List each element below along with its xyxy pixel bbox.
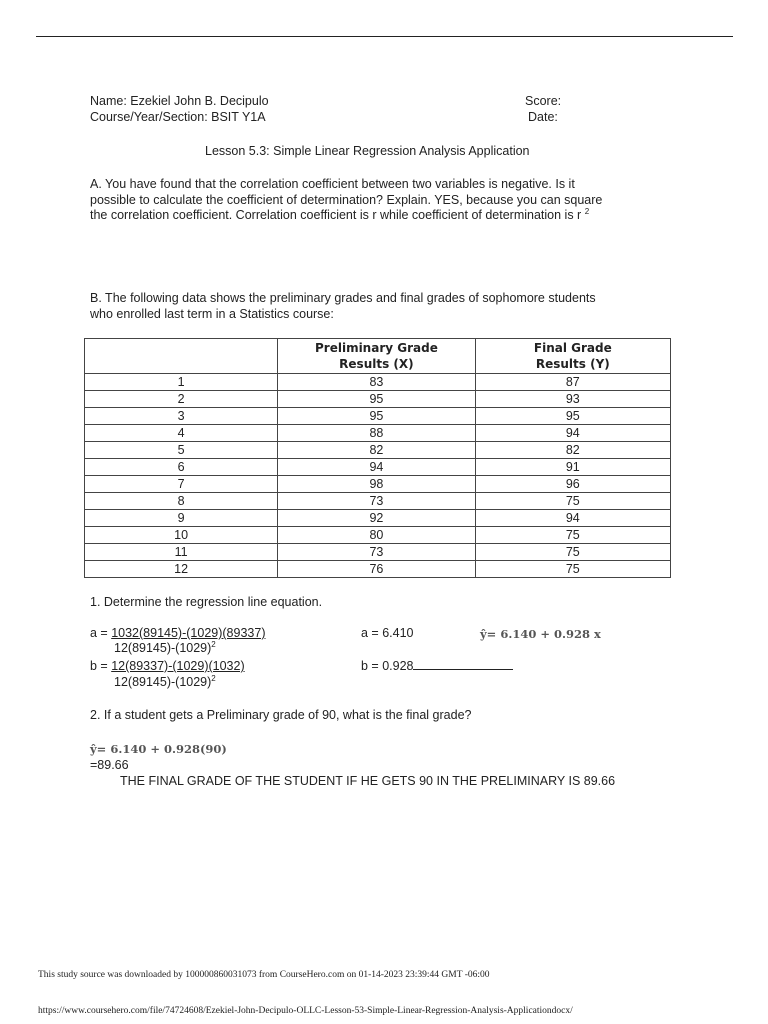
final-grade: 75 [475,561,670,578]
preliminary-grade: 76 [278,561,475,578]
preliminary-grade: 94 [278,459,475,476]
final-grade: 87 [475,374,670,391]
regression-equation: ŷ= 6.140 + 0.928 x [480,627,601,641]
b-value-text: b = 0.928 [361,659,414,673]
final-grade: 75 [475,544,670,561]
superscript: 2 [584,206,590,216]
b-denominator [114,675,216,689]
final-grade: 75 [475,493,670,510]
final-grade: 95 [475,408,670,425]
preliminary-grade: 95 [278,408,475,425]
table-row [85,527,671,544]
student-name: Name: Ezekiel John B. Decipulo [90,94,269,108]
source-url[interactable]: https://www.coursehero.com/file/74724608/Ezekiel-John-Decipulo-OLLC-Lesson-53-Simple-Linear-Regression-Analysis-Applicationdocx/ [38,1006,573,1016]
superscript: 2 [211,639,216,649]
answer-underline [413,659,513,670]
row-index: 2 [85,391,278,408]
table-row [85,425,671,442]
table-row [85,459,671,476]
preliminary-grade: 92 [278,510,475,527]
a-denominator [114,641,216,655]
preliminary-grade: 80 [278,527,475,544]
q2-equation: ŷ= 6.140 + 0.928(90) [90,742,227,756]
row-index: 8 [85,493,278,510]
row-index: 4 [85,425,278,442]
final-grade: 82 [475,442,670,459]
table-row [85,374,671,391]
header-text: Results (X) [339,357,414,371]
row-index: 10 [85,527,278,544]
preliminary-grade: 88 [278,425,475,442]
part-b-intro [90,291,690,322]
top-divider [36,36,733,37]
table-row [85,391,671,408]
table-row [85,408,671,425]
table-header-row [85,339,671,374]
b-denominator-text: 12(89145)-(1029) [114,675,212,689]
grades-table [84,338,671,578]
date-label: Date: [528,110,558,124]
preliminary-grade: 73 [278,544,475,561]
row-index: 7 [85,476,278,493]
table-row [85,493,671,510]
b-formula [90,659,245,673]
table-row [85,561,671,578]
a-numerator: 1032(89145)-(1029)(89337) [111,626,266,640]
row-index: 5 [85,442,278,459]
row-index: 3 [85,408,278,425]
q2-prompt: 2. If a student gets a Preliminary grade of 90, what is the final grade? [90,708,472,722]
header-text: Final Grade [533,341,612,355]
part-a-line: possible to calculate the coefficient of determination? Explain. YES, because you can square [90,192,603,207]
header-preliminary [278,339,475,374]
q2-result: =89.66 [90,758,129,772]
course-section: Course/Year/Section: BSIT Y1A [90,110,266,124]
preliminary-grade: 95 [278,391,475,408]
preliminary-grade: 73 [278,493,475,510]
row-index: 9 [85,510,278,527]
source-note: This study source was downloaded by 100000860031073 from CourseHero.com on 01-14-2023 23:39:44 GMT -06:00 [38,970,490,980]
a-value: a = 6.410 [361,626,414,640]
b-numerator: 12(89337)-(1029)(1032) [111,659,245,673]
row-index: 11 [85,544,278,561]
table-row [85,510,671,527]
final-grade: 96 [475,476,670,493]
a-denominator-text: 12(89145)-(1029) [114,641,212,655]
lesson-title: Lesson 5.3: Simple Linear Regression Analysis Application [205,144,530,158]
row-index: 1 [85,374,278,391]
final-grade: 94 [475,510,670,527]
table-row [85,544,671,561]
q1-prompt: 1. Determine the regression line equation. [90,595,323,609]
preliminary-grade: 98 [278,476,475,493]
part-b-line: who enrolled last term in a Statistics course: [90,306,334,321]
a-formula [90,626,265,640]
header-text: Results (Y) [535,357,610,371]
final-grade: 94 [475,425,670,442]
table-row [85,442,671,459]
header-final [475,339,670,374]
a-prefix: a = [90,626,112,640]
score-label: Score: [525,94,562,108]
header-index [85,339,278,374]
b-value [361,659,513,673]
b-prefix: b = [90,659,112,673]
row-index: 6 [85,459,278,476]
q2-conclusion: THE FINAL GRADE OF THE STUDENT IF HE GETS 90 IN THE PRELIMINARY IS 89.66 [120,774,616,788]
final-grade: 93 [475,391,670,408]
part-a-question [90,177,690,224]
part-b-line: B. The following data shows the preliminary grades and final grades of sophomore students [90,291,596,305]
preliminary-grade: 82 [278,442,475,459]
preliminary-grade: 83 [278,374,475,391]
part-a-line: A. You have found that the correlation coefficient between two variables is negative. Is it [90,177,575,191]
superscript: 2 [211,673,216,683]
final-grade: 91 [475,459,670,476]
row-index: 12 [85,561,278,578]
part-a-line [90,208,690,224]
part-a-text: the correlation coefficient. Correlation coefficient is r while coefficient of determination is r [90,208,582,222]
header-text: Preliminary Grade [314,341,438,355]
table-row [85,476,671,493]
final-grade: 75 [475,527,670,544]
